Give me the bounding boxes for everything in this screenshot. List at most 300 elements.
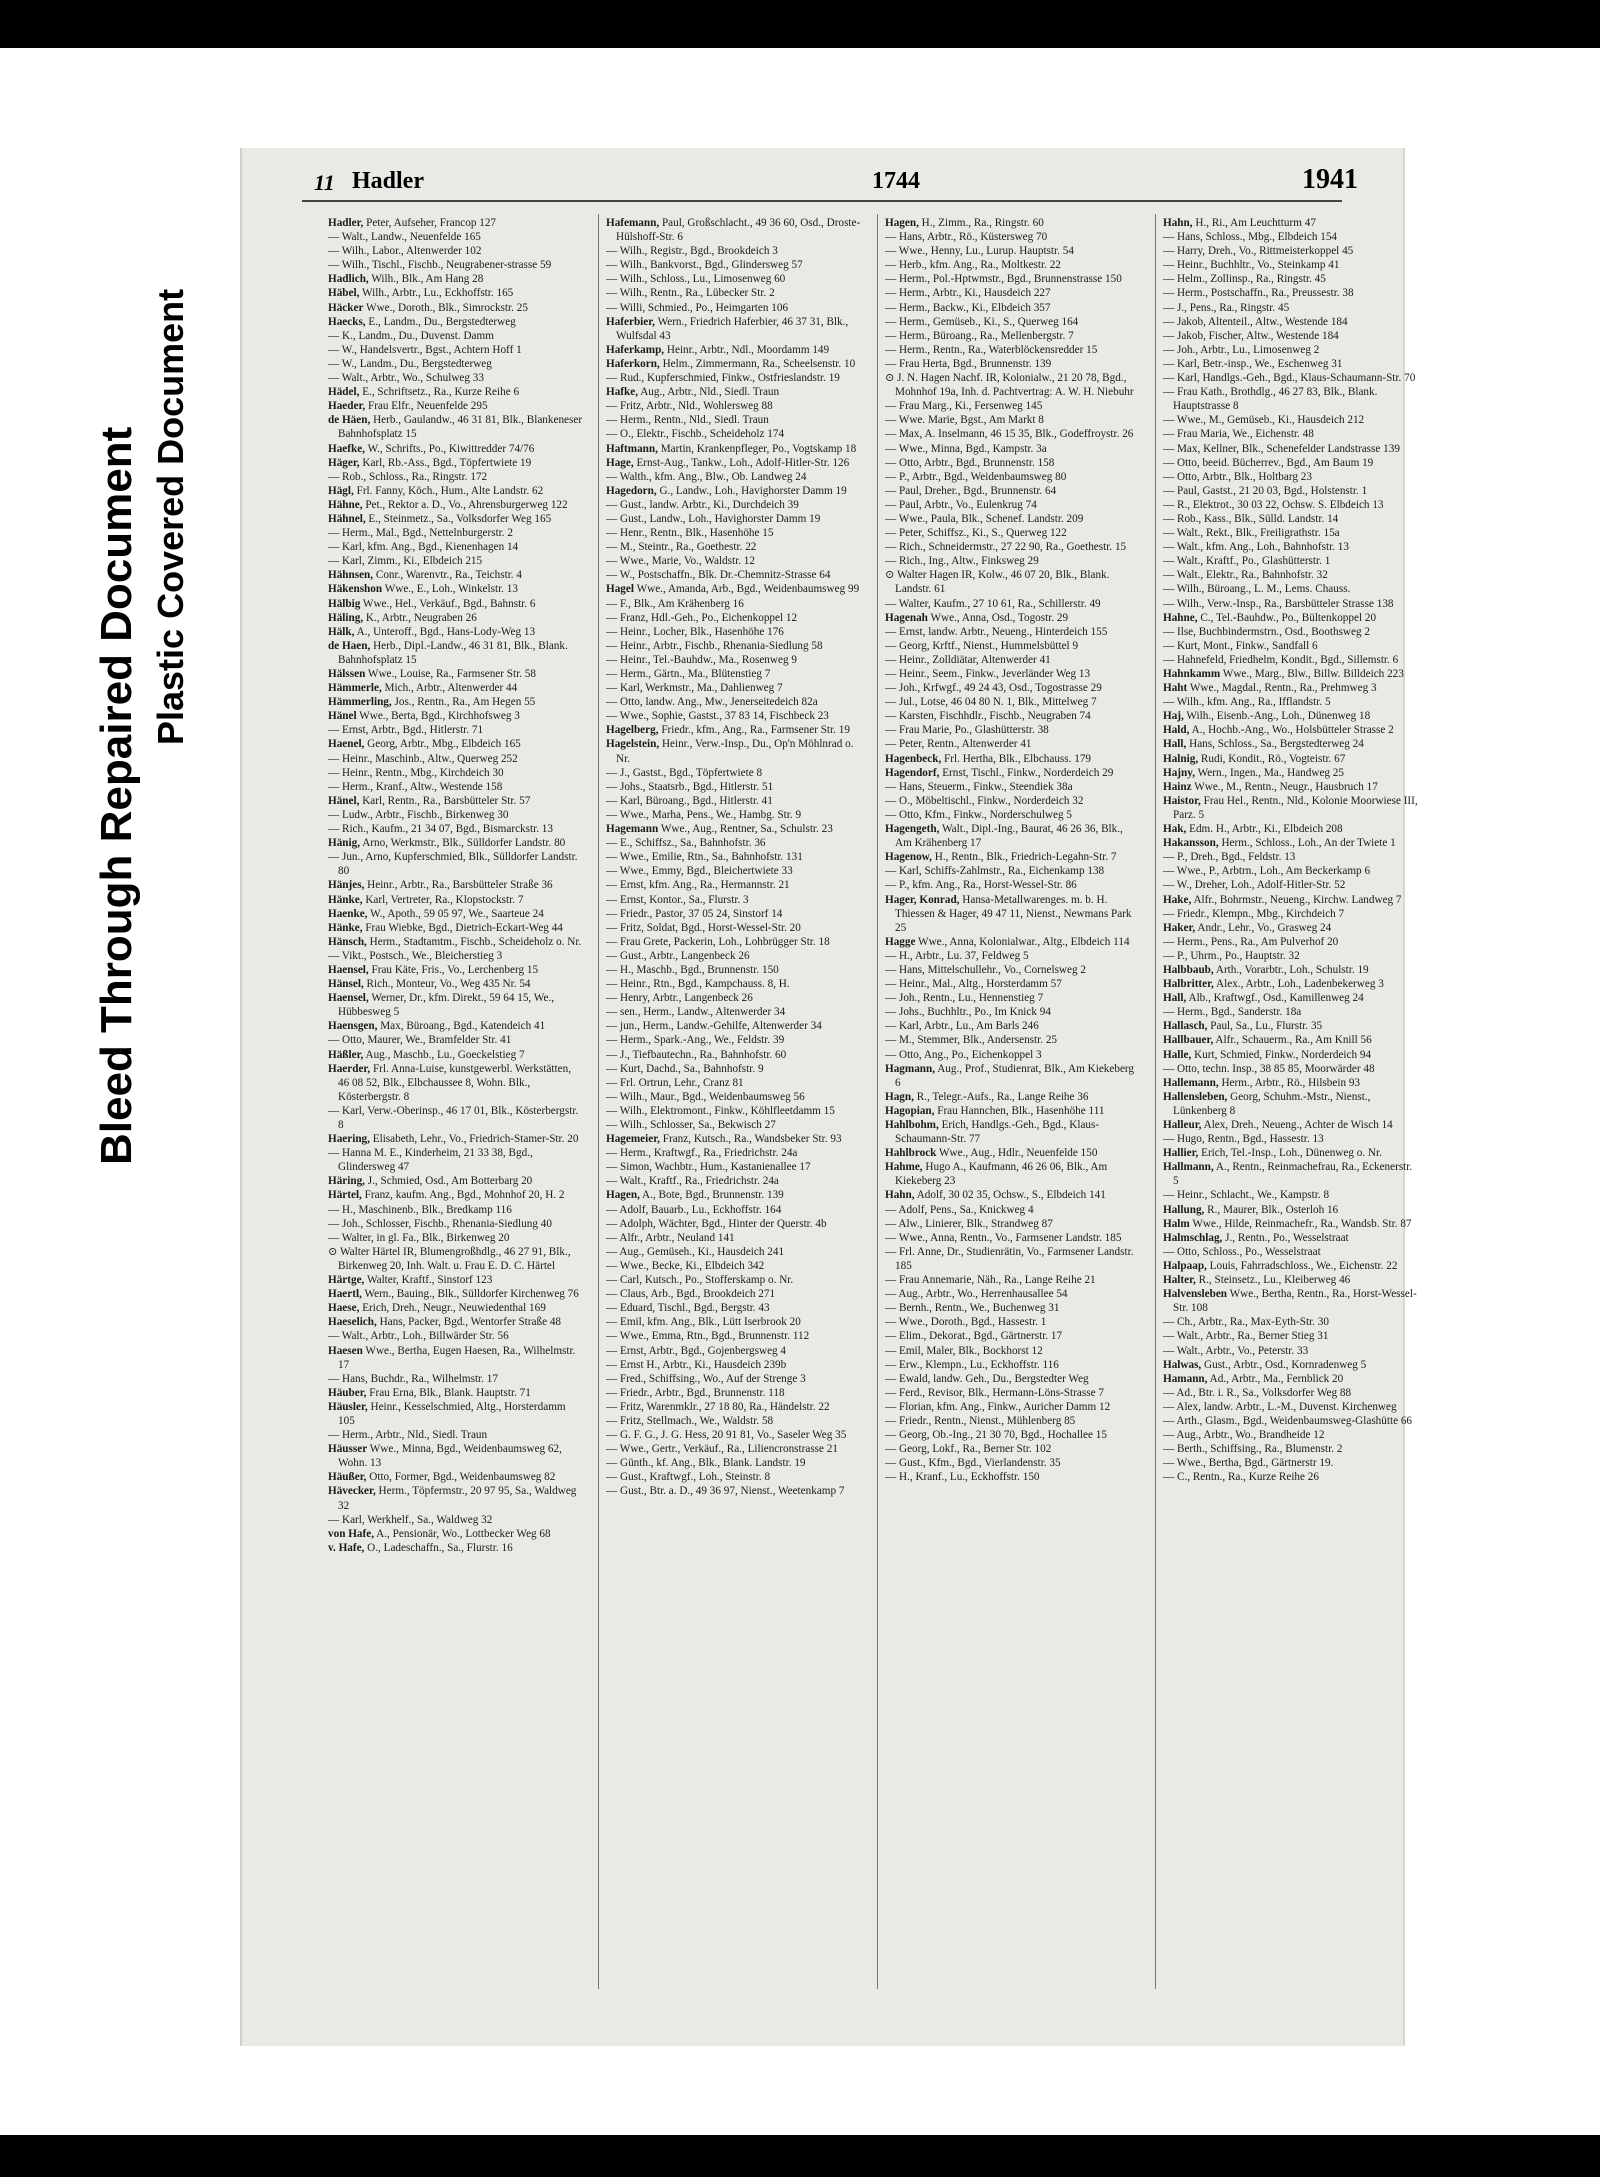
directory-column-3 <box>885 216 1140 1986</box>
directory-entry <box>328 878 583 892</box>
entry-details: — Karl, Arbtr., Lu., Am Barls 246 <box>885 1020 1039 1033</box>
directory-entry <box>328 498 583 512</box>
entry-details: — Jul., Lotse, 46 04 80 N. 1, Blk., Mittelweg 7 <box>885 696 1097 709</box>
entry-details: E., Steinmetz., Sa., Volksdorfer Weg 165 <box>365 512 552 525</box>
entry-details: Alex., Arbtr., Loh., Ladenbekerweg 3 <box>1213 978 1384 991</box>
entry-details: — Gust., Landw., Loh., Havighorster Damm 19 <box>606 512 821 525</box>
entry-surname: Hafemann, <box>606 217 660 229</box>
entry-details: — M., Steintr., Ra., Goethestr. 22 <box>606 541 757 554</box>
entry-surname: Hänel, <box>328 794 360 807</box>
entry-details: Heinr., Arbtr., Ndl., Moordamm 149 <box>664 343 830 356</box>
directory-entry <box>606 639 861 653</box>
entry-surname: Härtel, <box>328 1189 362 1202</box>
directory-entry <box>885 526 1140 540</box>
entry-surname: Hämmerling, <box>328 696 392 709</box>
directory-entry <box>606 1090 861 1104</box>
entry-surname: Haftmann, <box>606 442 658 455</box>
entry-surname: Hälssen <box>328 668 366 680</box>
entry-details: — Otto, Schloss., Po., Wesselstraat <box>1163 1245 1321 1258</box>
directory-entry <box>1163 794 1418 822</box>
directory-entry <box>328 1344 583 1372</box>
entry-details: — Karl, Schiffs-Zahlmstr., Ra., Eichenkamp 138 <box>885 865 1105 878</box>
directory-entry <box>885 1019 1140 1033</box>
directory-entry <box>328 1400 583 1428</box>
entry-details: — Wwe., Bertha, Bgd., Gärtnerstr 19. <box>1163 1457 1334 1470</box>
entry-surname: Hagopian, <box>885 1104 935 1117</box>
entry-details: — Hans, Mittelschullehr., Vo., Cornelsweg 2 <box>885 963 1086 976</box>
entry-details: — Harry, Dreh., Vo., Rittmeisterkoppel 45 <box>1163 245 1354 258</box>
entry-details: — Wwe., Emma, Rtn., Bgd., Brunnenstr. 112 <box>606 1330 810 1343</box>
directory-entry <box>606 540 861 554</box>
entry-details: — Ludw., Arbtr., Fischb., Birkenweg 30 <box>328 808 509 821</box>
entry-details: Adolf, 30 02 35, Ochsw., S., Elbdeich 141 <box>914 1189 1106 1202</box>
entry-details: — R., Elektrot., 30 03 22, Ochsw. S. Elbdeich 13 <box>1163 498 1384 511</box>
entry-details: Frau Wiebke, Bgd., Dietrich-Eckart-Weg 44 <box>362 921 563 934</box>
entry-details: — Heinr., Buchhltr., Vo., Steinkamp 41 <box>1163 259 1340 272</box>
entry-details: — M., Stemmer, Blk., Andersenstr. 25 <box>885 1034 1058 1047</box>
entry-surname: Hahlbohm, <box>885 1119 939 1131</box>
entry-surname: Haesen <box>328 1344 363 1357</box>
directory-entry <box>1163 1372 1418 1386</box>
directory-entry <box>885 244 1140 258</box>
entry-details: — Max, A. Inselmann, 46 15 35, Blk., Godeffroystr. 26 <box>885 428 1134 441</box>
directory-entry <box>1163 1344 1418 1358</box>
directory-entry <box>328 752 583 766</box>
directory-column-1 <box>328 216 583 1986</box>
directory-entry <box>606 1245 861 1259</box>
entry-surname: Härtge, <box>328 1274 365 1287</box>
directory-entry <box>606 597 861 611</box>
entry-details: — Wwe., Gertr., Verkäuf., Ra., Liliencronstrasse 21 <box>606 1443 838 1456</box>
directory-entry <box>1163 385 1418 413</box>
entry-details: — Karl, Verw.-Oberinsp., 46 17 01, Blk., Kösterbergstr. 8 <box>328 1104 579 1131</box>
entry-details: — Herm., Rentn., Nld., Siedl. Traun <box>606 414 769 427</box>
entry-details: — Adolph, Wächter, Bgd., Hinter der Querstr. 4b <box>606 1217 827 1230</box>
directory-entry <box>1163 371 1418 385</box>
entry-details: Herb., Gaulandw., 46 31 81, Blk., Blankeneser Bahnhofsplatz 15 <box>338 414 583 441</box>
directory-entry <box>885 963 1140 977</box>
directory-entry <box>606 512 861 526</box>
directory-entry <box>1163 1188 1418 1202</box>
directory-entry <box>1163 681 1418 695</box>
column-divider <box>877 214 878 1989</box>
directory-entry <box>885 935 1140 949</box>
entry-surname: Haistor, <box>1163 794 1201 807</box>
directory-entry <box>1163 1203 1418 1217</box>
directory-entry <box>606 1033 861 1047</box>
directory-entry <box>885 470 1140 484</box>
entry-details: — Henr., Rentn., Blk., Hasenhöhe 15 <box>606 527 774 540</box>
directory-entry <box>1163 286 1418 300</box>
directory-entry <box>328 1048 583 1062</box>
directory-entry <box>1163 1090 1418 1118</box>
directory-entry <box>885 1287 1140 1301</box>
entry-surname: Häuber, <box>328 1386 367 1399</box>
directory-entry <box>606 878 861 892</box>
entry-details: — Heinr., Schlacht., We., Kampstr. 8 <box>1163 1189 1330 1202</box>
entry-surname: Hänig, <box>328 837 361 850</box>
directory-entry <box>328 611 583 625</box>
entry-details: — Ad., Btr. i. R., Sa., Volksdorfer Weg 88 <box>1163 1386 1352 1399</box>
directory-entry <box>606 1174 861 1188</box>
directory-entry <box>885 949 1140 963</box>
entry-details: Wwe., Bertha, Eugen Haesen, Ra., Wilhelmstr. 17 <box>338 1344 576 1371</box>
entry-details: Martin, Krankenpfleger, Po., Vogtskamp 18 <box>657 442 857 455</box>
entry-details: — Aug., Arbtr., Wo., Herrenhausallee 54 <box>885 1288 1068 1301</box>
directory-entry <box>1163 568 1418 582</box>
entry-details: — Wilh., Registr., Bgd., Brookdeich 3 <box>606 245 778 258</box>
directory-entry <box>328 1062 583 1104</box>
entry-surname: Halbbaub, <box>1163 963 1214 976</box>
directory-entry <box>606 1386 861 1400</box>
entry-details: — Kurt, Mont., Finkw., Sandfall 6 <box>1163 639 1318 652</box>
directory-entry <box>328 526 583 540</box>
entry-details: — Johs., Buchhltr., Po., Im Knick 94 <box>885 1006 1051 1019</box>
entry-details: Frl. Hertha, Blk., Elbchauss. 179 <box>941 752 1092 765</box>
directory-entry <box>885 709 1140 723</box>
entry-surname: Hagelberg, <box>606 724 659 737</box>
directory-entry <box>1163 864 1418 878</box>
entry-details: A., Pensionär, Wo., Lottbecker Weg 68 <box>374 1527 551 1540</box>
directory-entry <box>1163 498 1418 512</box>
entry-details: Wwe., M., Rentn., Neugr., Hausbruch 17 <box>1191 780 1378 793</box>
entry-details: H., Zimm., Ra., Ringstr. 60 <box>918 217 1044 229</box>
entry-details: — Herm., Kraftwgf., Ra., Friedrichstr. 24a <box>606 1147 798 1160</box>
entry-details: Werner, Dr., kfm. Direkt., 59 64 15, We., Hübbesweg 5 <box>338 992 555 1019</box>
entry-details: Conr., Warenvtr., Ra., Teichstr. 4 <box>373 569 522 582</box>
entry-surname: Hänjes, <box>328 879 365 892</box>
directory-entry <box>606 315 861 343</box>
directory-entry <box>1163 413 1418 427</box>
entry-details: — Peter, Schiffsz., Ki., S., Querweg 122 <box>885 527 1067 540</box>
entry-surname: Hämmerle, <box>328 682 382 695</box>
entry-details: — Otto, beeid. Bücherrev., Bgd., Am Baum 19 <box>1163 456 1374 469</box>
directory-entry <box>606 1104 861 1118</box>
entry-details: Wwe., Bertha, Rentn., Ra., Horst-Wessel-Str. 108 <box>1173 1288 1417 1315</box>
directory-entry <box>606 1062 861 1076</box>
directory-entry <box>606 1132 861 1146</box>
directory-page <box>240 148 1418 2046</box>
entry-surname: Hallemann, <box>1163 1076 1219 1089</box>
entry-details: G., Landw., Loh., Havighorster Damm 19 <box>656 484 847 497</box>
entry-details: R., Steinsetz., Lu., Kleiberweg 46 <box>1195 1274 1351 1287</box>
entry-details: Peter, Aufseher, Francop 127 <box>363 217 497 229</box>
entry-details: — Wwe., Becke, Ki., Elbdeich 342 <box>606 1259 765 1272</box>
entry-details: Wwe., Louise, Ra., Farmsener Str. 58 <box>365 668 536 680</box>
directory-entry <box>1163 582 1418 596</box>
directory-entry <box>885 1048 1140 1062</box>
entry-surname: Haerder, <box>328 1062 371 1075</box>
entry-surname: Haensel, <box>328 963 369 976</box>
directory-entry <box>885 1203 1140 1217</box>
entry-surname: von Hafe, <box>328 1527 374 1540</box>
entry-details: — Gust., Btr. a. D., 49 36 97, Nienst., Weetenkamp 7 <box>606 1485 845 1498</box>
entry-surname: Hänke, <box>328 893 363 906</box>
directory-entry <box>328 456 583 470</box>
directory-entry <box>606 1414 861 1428</box>
directory-entry <box>606 681 861 695</box>
directory-entry <box>1163 484 1418 498</box>
entry-details: — Heinr., Mal., Altg., Horsterdamm 57 <box>885 978 1062 991</box>
entry-surname: Hallier, <box>1163 1147 1199 1160</box>
entry-details: — Paul, Dreher., Bgd., Brunnenstr. 64 <box>885 484 1057 497</box>
entry-details: Wwe., Amanda, Arb., Bgd., Weidenbaumsweg 99 <box>633 583 860 596</box>
entry-surname: Haenke, <box>328 907 368 920</box>
directory-entry <box>885 1062 1140 1090</box>
entry-details: — O., Möbeltischl., Finkw., Norderdeich 32 <box>885 794 1084 807</box>
entry-details: J., Rentn., Po., Wesselstraat <box>1222 1231 1349 1244</box>
entry-surname: Häßler, <box>328 1048 364 1061</box>
entry-details: Otto, Former, Bgd., Weidenbaumsweg 82 <box>366 1471 556 1484</box>
entry-details: — Karsten, Fischhdlr., Fischb., Neugraben 74 <box>885 710 1091 723</box>
directory-entry <box>606 723 861 737</box>
entry-details: — G. F. G., J. G. Hess, 20 91 81, Vo., Saseler Weg 35 <box>606 1429 847 1442</box>
entry-details: Wilh., Arbtr., Lu., Eckhoffstr. 165 <box>359 287 514 300</box>
entry-details: Wwe., Aug., Hdlr., Neuenfelde 150 <box>936 1147 1098 1160</box>
directory-entry <box>1163 216 1418 230</box>
directory-entry <box>1163 949 1418 963</box>
entry-surname: v. Hafe, <box>328 1541 365 1554</box>
directory-entry <box>328 667 583 681</box>
directory-entry <box>328 1146 583 1174</box>
directory-entry <box>606 1160 861 1174</box>
directory-entry <box>885 611 1140 625</box>
directory-entry <box>885 752 1140 766</box>
directory-entry <box>328 315 583 329</box>
entry-surname: Hahn, <box>1163 217 1193 229</box>
directory-entry <box>328 1104 583 1132</box>
entry-surname: Hallung, <box>1163 1203 1205 1216</box>
entry-details: — Gust., Kfm., Bgd., Vierlandenstr. 35 <box>885 1457 1061 1470</box>
entry-details: — Elim., Dekorat., Bgd., Gärtnerstr. 17 <box>885 1330 1063 1343</box>
directory-entry <box>1163 1118 1418 1132</box>
directory-entry <box>1163 554 1418 568</box>
entry-details: — Herm., Postschaffn., Ra., Preussestr. 38 <box>1163 287 1354 300</box>
entry-details: A., Hochb.-Ang., Wo., Holsbütteler Strasse 2 <box>1189 724 1394 737</box>
directory-entry <box>328 413 583 441</box>
entry-details: — Frau Herta, Bgd., Brunnenstr. 139 <box>885 357 1052 370</box>
entry-details: — Frau Kath., Brothdlg., 46 27 83, Blk., Blank. Hauptstrasse 8 <box>1163 386 1378 413</box>
entry-details: ⊙ Walter Hagen IR, Kolw., 46 07 20, Blk., Blank. Landstr. 61 <box>885 569 1110 596</box>
directory-entry <box>1163 1400 1418 1414</box>
directory-entry <box>328 1372 583 1386</box>
entry-details: — Wwe., Paula, Blk., Schenef. Landstr. 209 <box>885 512 1084 525</box>
directory-entry <box>606 780 861 794</box>
header-column-number: 11 <box>314 170 335 195</box>
directory-entry <box>328 977 583 991</box>
entry-details: Walter, Kraftf., Sinstorf 123 <box>364 1274 493 1287</box>
directory-entry <box>328 794 583 808</box>
directory-entry <box>328 442 583 456</box>
directory-entry <box>1163 893 1418 907</box>
entry-surname: Hagenah <box>885 611 928 624</box>
entry-details: — W., Dreher, Loh., Adolf-Hitler-Str. 52 <box>1163 879 1346 892</box>
directory-entry <box>1163 907 1418 921</box>
directory-entry <box>1163 1132 1418 1146</box>
entry-details: Wwe., Anna, Kolonialwar., Altg., Elbdeich 114 <box>915 935 1130 948</box>
entry-details: Hans, Packer, Bgd., Wentorfer Straße 48 <box>376 1316 562 1329</box>
directory-entry <box>328 1245 583 1273</box>
entry-details: — Fritz, Arbtr., Nld., Wohlersweg 88 <box>606 400 773 413</box>
directory-entry <box>328 582 583 596</box>
entry-surname: Häusser <box>328 1443 368 1456</box>
entry-details: — Heinr., Locher, Blk., Hasenhöhe 176 <box>606 625 784 638</box>
directory-entry <box>1163 1245 1418 1259</box>
directory-entry <box>885 1146 1140 1160</box>
directory-entry <box>606 582 861 596</box>
entry-surname: Hake, <box>1163 893 1192 906</box>
entry-details: — Frau Marg., Ki., Fersenweg 145 <box>885 400 1043 413</box>
entry-surname: Hälbig <box>328 597 361 610</box>
directory-entry <box>606 413 861 427</box>
entry-details: W., Schrifts., Po., Kiwittredder 74/76 <box>364 442 535 455</box>
entry-details: — Karl, Handlgs.-Geh., Bgd., Klaus-Schaumann-Str. 70 <box>1163 372 1416 385</box>
entry-details: H., Rentn., Blk., Friedrich-Legahn-Str. 7 <box>931 851 1117 864</box>
entry-details: Herm., Stadtamtm., Fischb., Scheideholz o. Nr. <box>366 935 582 948</box>
directory-entry <box>328 230 583 244</box>
entry-surname: Hagemeier, <box>606 1133 660 1146</box>
top-black-border <box>0 0 1600 48</box>
directory-entry <box>885 1273 1140 1287</box>
entry-details: Rich., Monteur, Vo., Weg 435 Nr. 54 <box>363 978 531 991</box>
entry-surname: Haering, <box>328 1133 370 1146</box>
directory-entry <box>885 1315 1140 1329</box>
entry-details: J., Schmied, Osd., Am Botterbarg 20 <box>364 1175 533 1188</box>
directory-entry <box>1163 1414 1418 1428</box>
entry-details: — Hans, Schloss., Mbg., Elbdeich 154 <box>1163 231 1338 244</box>
directory-entry <box>606 1372 861 1386</box>
entry-details: — Jakob, Fischer, Altw., Westende 184 <box>1163 329 1339 342</box>
directory-entry <box>606 442 861 456</box>
directory-entry <box>1163 301 1418 315</box>
entry-details: — Frl. Anne, Dr., Studienrätin, Vo., Farmsener Landstr. 185 <box>885 1245 1134 1272</box>
directory-entry <box>1163 1456 1418 1470</box>
entry-surname: Hajny, <box>1163 766 1196 779</box>
directory-entry <box>606 611 861 625</box>
entry-details: Rudi, Kondit., Rö., Vogteistr. 67 <box>1198 752 1346 765</box>
entry-surname: Haferbier, <box>606 315 655 328</box>
entry-details: — H., Maschinenb., Blk., Bredkamp 116 <box>328 1203 512 1216</box>
entry-details: — Frau Maria, We., Eichenstr. 48 <box>1163 428 1314 441</box>
entry-details: — Wilh., Verw.-Insp., Ra., Barsbütteler Strasse 138 <box>1163 597 1394 610</box>
entry-details: — Joh., Rentn., Lu., Hennenstieg 7 <box>885 992 1044 1005</box>
directory-entry <box>885 343 1140 357</box>
directory-entry <box>885 850 1140 864</box>
entry-details: — Ewald, landw. Geh., Du., Bergstedter Weg <box>885 1372 1089 1385</box>
entry-details: — Wilh., Büroang., L. M., Lems. Chauss. <box>1163 583 1351 596</box>
plastic-covered-label: Plastic Covered Document <box>150 288 191 745</box>
header-name: Hadler <box>352 168 424 194</box>
entry-surname: Haenel, <box>328 738 365 751</box>
entry-details: — Walth., kfm. Ang., Blw., Ob. Landweg 24 <box>606 470 807 483</box>
entry-details: — Friedr., Arbtr., Bgd., Brunnenstr. 118 <box>606 1386 785 1399</box>
directory-entry <box>606 1273 861 1287</box>
entry-details: — Simon, Wachbtr., Hum., Kastanienallee 17 <box>606 1161 811 1174</box>
directory-entry <box>885 442 1140 456</box>
entry-details: W., Apoth., 59 05 97, We., Saarteue 24 <box>367 907 544 920</box>
entry-details: — Walter, in gl. Fa., Blk., Birkenweg 20 <box>328 1231 510 1244</box>
entry-details: Hugo A., Kaufmann, 46 26 06, Blk., Am Kiekeberg 23 <box>895 1161 1108 1188</box>
entry-surname: Hainz <box>1163 780 1192 793</box>
entry-surname: Haj, <box>1163 710 1184 723</box>
directory-entry <box>885 625 1140 639</box>
entry-details: Max, Büroang., Bgd., Katendeich 41 <box>377 1020 546 1033</box>
directory-entry <box>885 667 1140 681</box>
entry-surname: Hagenbeck, <box>885 752 942 765</box>
entry-surname: Hahlbrock <box>885 1147 937 1160</box>
entry-surname: Hagendorf, <box>885 766 940 779</box>
directory-entry <box>606 653 861 667</box>
directory-entry <box>1163 1146 1418 1160</box>
entry-details: — H., Maschb., Bgd., Brunnenstr. 150 <box>606 963 779 976</box>
entry-details: — Georg, Ob.-Ing., 21 30 70, Bgd., Hochallee 15 <box>885 1429 1107 1442</box>
directory-entry <box>606 343 861 357</box>
entry-details: — jun., Herm., Landw.-Gehilfe, Altenwerder 34 <box>606 1020 822 1033</box>
entry-details: — Wilh., Schloss., Lu., Limosenweg 60 <box>606 273 786 286</box>
entry-surname: Hädel, <box>328 386 360 399</box>
entry-details: — Heinr., Seem., Finkw., Jeverländer Weg 13 <box>885 668 1091 680</box>
entry-details: Heinr., Arbtr., Ra., Barsbütteler Straße 36 <box>364 879 553 892</box>
directory-entry <box>885 1329 1140 1343</box>
directory-entry <box>606 737 861 765</box>
directory-entry <box>885 371 1140 399</box>
entry-details: — P., Arbtr., Bgd., Weidenbaumsweg 80 <box>885 470 1067 483</box>
entry-surname: Hänsel, <box>328 978 364 991</box>
entry-details: Erich, Dreh., Neugr., Neuwiedenthal 169 <box>359 1302 546 1315</box>
entry-details: — Ernst, kfm. Ang., Ra., Hermannstr. 21 <box>606 879 790 892</box>
entry-details: — Aug., Arbtr., Wo., Brandheide 12 <box>1163 1429 1325 1442</box>
directory-entry <box>328 723 583 737</box>
entry-details: Jos., Rentn., Ra., Am Hegen 55 <box>391 696 536 709</box>
directory-entry <box>606 568 861 582</box>
entry-details: — Otto, landw. Ang., Mw., Jenerseitedeich 82a <box>606 696 818 709</box>
directory-entry <box>885 1005 1140 1019</box>
entry-details: — Gust., Arbtr., Langenbeck 26 <box>606 949 750 962</box>
directory-entry <box>885 1118 1140 1146</box>
entry-surname: Hänke, <box>328 921 363 934</box>
entry-details: — Herm., Bgd., Sanderstr. 18a <box>1163 1006 1302 1019</box>
entry-details: — Walt., Kraftf., Po., Glashütterstr. 1 <box>1163 555 1331 568</box>
entry-details: — Rud., Kupferschmied, Finkw., Ostfrieslandstr. 19 <box>606 372 840 385</box>
directory-entry <box>328 1132 583 1146</box>
entry-details: Georg, Schuhm.-Mstr., Nienst., Lünkenberg 8 <box>1173 1090 1371 1117</box>
directory-entry <box>885 230 1140 244</box>
entry-surname: Haensel, <box>328 992 369 1005</box>
directory-entry <box>1163 427 1418 441</box>
entry-details: — Otto, techn. Insp., 38 85 85, Moorwärder 48 <box>1163 1062 1375 1075</box>
entry-details: Wwe., E., Loh., Winkelstr. 13 <box>382 583 518 596</box>
entry-details: Wilh., Eisenb.-Ang., Loh., Dünenweg 18 <box>1183 710 1371 723</box>
directory-entry <box>1163 540 1418 554</box>
entry-details: Ernst, Tischl., Finkw., Norderdeich 29 <box>939 766 1114 779</box>
entry-details: — Georg, Lokf., Ra., Berner Str. 102 <box>885 1443 1052 1456</box>
entry-details: — Walt., kfm. Ang., Loh., Bahnhofstr. 13 <box>1163 541 1349 554</box>
entry-details: — Herm., Gemüseb., Ki., S., Querweg 164 <box>885 315 1079 328</box>
entry-details: Wwe., Magdal., Rentn., Ra., Prehmweg 3 <box>1187 682 1377 695</box>
entry-surname: Hagedorn, <box>606 484 657 497</box>
entry-details: Elisabeth, Lehr., Vo., Friedrich-Stamer-Str. 20 <box>369 1133 579 1146</box>
directory-entry <box>885 286 1140 300</box>
entry-details: — Karl, Betr.-insp., We., Eschenweg 31 <box>1163 357 1343 370</box>
directory-entry <box>885 1188 1140 1202</box>
directory-entry <box>885 1231 1140 1245</box>
entry-details: — P., Dreh., Bgd., Feldstr. 13 <box>1163 851 1296 864</box>
entry-details: K., Arbtr., Neugraben 26 <box>363 611 477 624</box>
directory-entry <box>1163 822 1418 836</box>
directory-entry <box>328 272 583 286</box>
entry-details: Frau Hel., Rentn., Nld., Kolonie Moorwiese III, Parz. 5 <box>1173 794 1418 821</box>
directory-entry <box>1163 244 1418 258</box>
